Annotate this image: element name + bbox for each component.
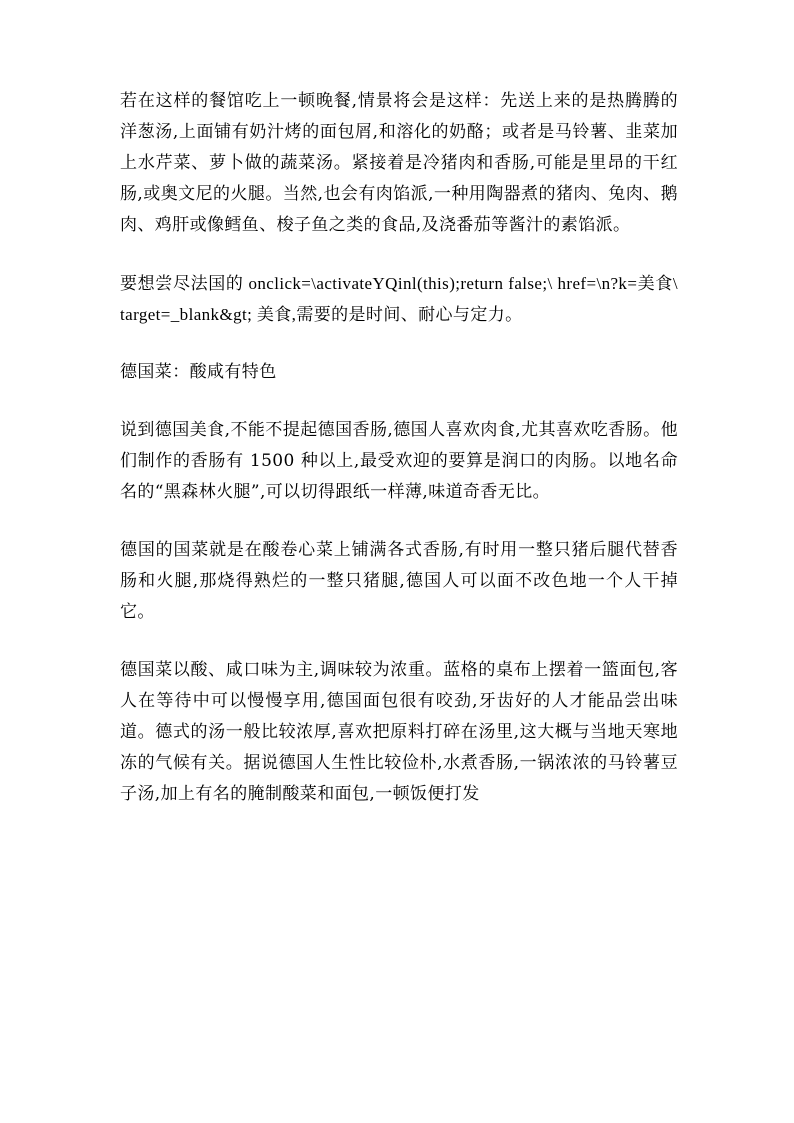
paragraph-french-food-summary: 要想尝尽法国的 onclick=\activateYQinl(this);return false;\ href=\n?k=美食\ target=_blank&gt; 美食,需要的是时间、耐心与定力。 (120, 274, 678, 324)
section-heading-german-cuisine: 德国菜：酸咸有特色 (120, 362, 277, 382)
document-body (120, 86, 678, 810)
paragraph-german-flavors: 德国菜以酸、咸口味为主,调味较为浓重。蓝格的桌布上摆着一篮面包,客人在等待中可以慢慢享用,德国面包很有咬劲,牙齿好的人才能品尝出味道。德式的汤一般比较浓厚,喜欢把原料打碎在汤里,这大概与当地天寒地冻的气候有关。据说德国人生性比较俭朴,水煮香肠,一锅浓浓的马铃薯豆子汤,加上有名的腌制酸菜和面包,一顿饭便打发 (120, 660, 678, 804)
paragraph-german-national-dish: 德国的国菜就是在酸卷心菜上铺满各式香肠,有时用一整只猪后腿代替香肠和火腿,那烧得熟烂的一整只猪腿,德国人可以面不改色地一个人干掉它。 (120, 540, 678, 622)
paragraph-german-sausage: 说到德国美食,不能不提起德国香肠,德国人喜欢肉食,尤其喜欢吃香肠。他们制作的香肠有 1500 种以上,最受欢迎的要算是润口的肉肠。以地名命名的“黑森林火腿”,可以切得跟纸一样薄,味道奇香无比。 (120, 420, 678, 502)
paragraph-french-dinner: 若在这样的餐馆吃上一顿晚餐,情景将会是这样：先送上来的是热腾腾的洋葱汤,上面铺有奶汁烤的面包屑,和溶化的奶酪；或者是马铃薯、韭菜加上水芹菜、萝卜做的蔬菜汤。紧接着是冷猪肉和香肠,可能是里昂的干红肠,或奥文尼的火腿。当然,也会有肉馅派,一种用陶器煮的猪肉、兔肉、鹅肉、鸡肝或像鳕鱼、梭子鱼之类的食品,及浇番茄等酱汁的素馅派。 (120, 91, 678, 235)
